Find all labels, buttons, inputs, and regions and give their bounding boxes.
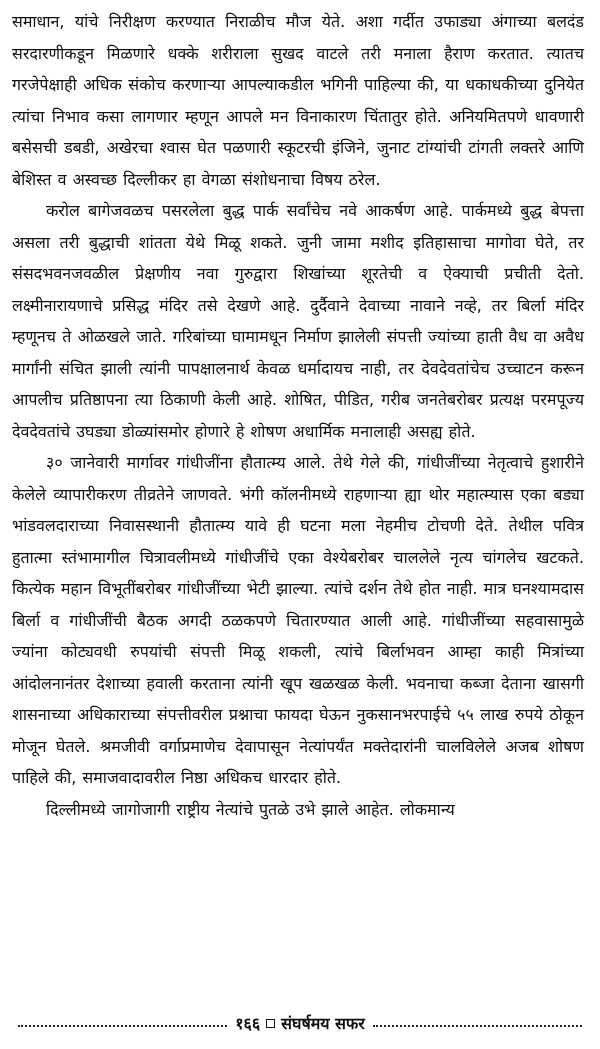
paragraph-1: समाधान, यांचे निरीक्षण करण्यात निराळीच मौज येते. अशा गर्दीत उफाड्या अंगाच्या बलदंड सरदारणीकडून मिळणारे धक्के शरीराला सुखद वाटले तरी मनाला हैराण करतात. त्यातच गरजेपेक्षाही अधिक संकोच करणाऱ्या आपल्याकडील भगिनी पाहिल्या की, या धकाधकीच्या दुनियेत त्यांचा निभाव कसा लागणार म्हणून आपले मन विनाकारण चिंतातुर होते. अनियमितपणे धावणारी बसेसची डबडी, अखेरचा श्वास घेत पळणारी स्कूटरची इंजिने, जुनाट टांग्यांची टांगती लक्तरे आणि बेशिस्त व अस्वच्छ दिल्लीकर हा वेगळा संशोधनाचा विषय ठरेल. [12, 12, 584, 189]
footer-dotted-rule-right [373, 1025, 582, 1027]
page-footer [18, 1008, 582, 1038]
square-box-icon [266, 1019, 275, 1028]
footer-label [227, 1012, 373, 1034]
paragraph-3: ३० जानेवारी मार्गावर गांधीजींना हौतात्म्य आले. तेथे गेले की, गांधीजींच्या नेतृत्वाचे हुशारीने केलेले व्यापारीकरण तीव्रतेने जाणवते. भंगी कॉलनीमध्ये राहणाऱ्या ह्या थोर महात्म्यास एका बड्या भांडवलदाराच्या निवासस्थानी हौतात्म्य यावे ही घटना मला नेहमीच टोचणी देते. तेथील पवित्र हुतात्मा स्तंभामागील चित्रावलीमध्ये गांधीजींचे एका वेश्येबरोबर चाललेले नृत्य चांगलेच खटकते. कित्येक महान विभूतींबरोबर गांधीजींच्या भेटी झाल्या. त्यांचे दर्शन तेथे होत नाही. मात्र घनश्यामदास बिर्ला व गांधीजींची बैठक अगदी ठळकपणे चितारण्यात आली आहे. गांधीजींच्या सहवासामुळे ज्यांना कोट्यवधी रुपयांची संपत्ती मिळू शकली, त्यांचे बिर्लाभवन आम्हा काही मित्रांच्या आंदोलनानंतर देशाच्या हवाली करताना त्यांनी खूप खळखळ केली. भवनाचा कब्जा देताना खासगी शासनाच्या अधिकाराच्या संपत्तीवरील प्रश्नाचा फायदा घेऊन नुकसानभरपाईचे ५५ लाख रुपये ठोकून मोजून घेतले. श्रमजीवी वर्गाप्रमाणेच देवापासून नेत्यांपर्यंत मक्तेदारांनी चालविलेले अजब शोषण पाहिले की, समाजवादावरील निष्ठा अधिकच धारदार होते. [12, 453, 584, 787]
page-body [12, 6, 584, 825]
book-title: संघर्षमय सफर [281, 1014, 365, 1033]
paragraph-4: दिल्लीमध्ये जागोजागी राष्ट्रीय नेत्यांचे पुतळे उभे झाले आहेत. लोकमान्य [46, 799, 455, 819]
paragraph-2: करोल बागेजवळच पसरलेला बुद्ध पार्क सर्वांचेच नवे आकर्षण आहे. पार्कमध्ये बुद्ध बेपत्ता असला तरी बुद्धाची शांतता येथे मिळू शकते. जुनी जामा मशीद इतिहासाचा मागोवा घेते, तर संसदभवनजवळील प्रेक्षणीय नवा गुरुद्वारा शिखांच्या शूरतेची व ऐक्याची प्रचीती देतो. लक्ष्मीनारायणाचे प्रसिद्ध मंदिर तसे देखणे आहे. दुर्दैवाने देवाच्या नावाने नव्हे, तर बिर्ला मंदिर म्हणूनच ते ओळखले जाते. गरिबांच्या घामामधून निर्माण झालेली संपत्ती ज्यांच्या हाती वैध वा अवैध मार्गांनी संचित झाली त्यांनी पापक्षालनार्थ केवळ धर्मादायच नाही, तर देवदेवतांचेच उच्चाटन करून आपलीच प्रतिष्ठापना त्या ठिकाणी केली आहे. शोषित, पीडित, गरीब जनतेबरोबर प्रत्यक्ष परमपूज्य देवदेवतांचे उघड्या डोळ्यांसमोर होणारे हे शोषण अधार्मिक मनालाही असह्य होते. [12, 201, 584, 441]
footer-dotted-rule-left [18, 1025, 227, 1027]
page-number: १६६ [235, 1014, 261, 1033]
